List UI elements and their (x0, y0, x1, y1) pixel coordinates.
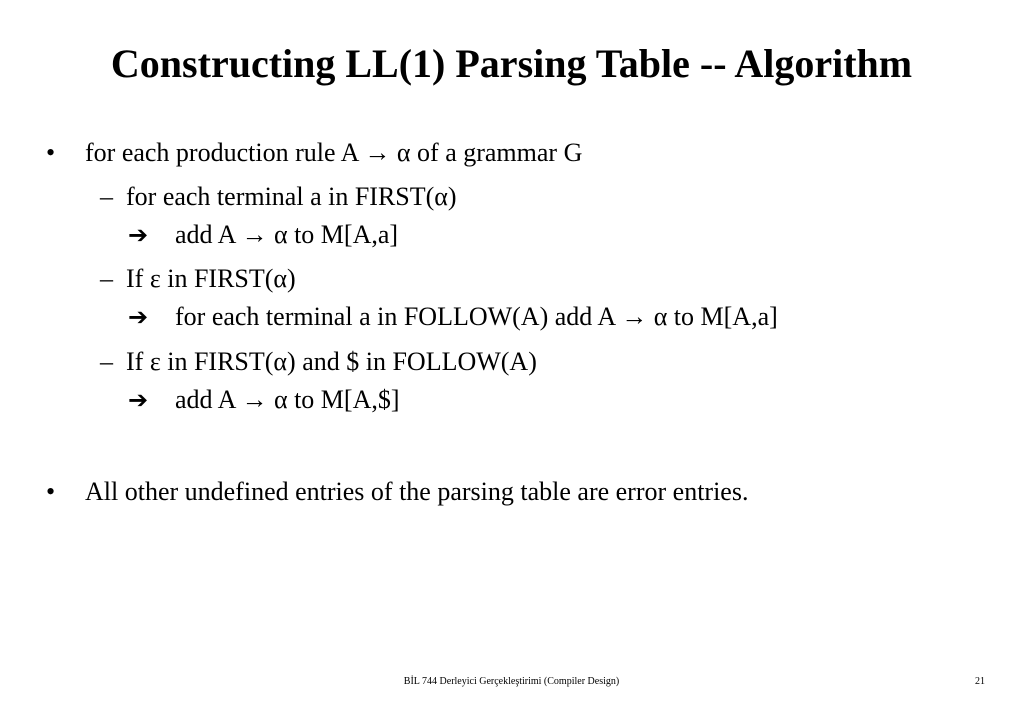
bullet-marker: • (46, 477, 56, 506)
action-add-follow: for each terminal a in FOLLOW(A) add A → α to M[A,a] (175, 302, 778, 331)
implies-arrow-icon: ➔ (128, 221, 149, 249)
bullet-marker: • (46, 138, 56, 167)
dash-marker: – (100, 264, 113, 293)
sub-item-first-terminal: for each terminal a in FIRST(α) (126, 182, 457, 211)
action-add-dollar: add A → α to M[A,$] (175, 385, 400, 414)
dash-marker: – (100, 347, 113, 376)
sub-item-epsilon-first: If ε in FIRST(α) (126, 264, 296, 293)
implies-arrow-icon: ➔ (128, 386, 149, 414)
slide-title: Constructing LL(1) Parsing Table -- Algorithm (110, 41, 913, 86)
page-number: 21 (975, 676, 985, 687)
footer-course-title: BİL 744 Derleyici Gerçekleştirimi (Compiler Design) (403, 676, 620, 687)
dash-marker: – (100, 182, 113, 211)
bullet-production-rule: for each production rule A → α of a grammar G (85, 138, 583, 167)
action-add-first: add A → α to M[A,a] (175, 220, 399, 249)
implies-arrow-icon: ➔ (128, 303, 149, 331)
bullet-error-entries: All other undefined entries of the parsing table are error entries. (85, 477, 749, 506)
sub-item-epsilon-dollar: If ε in FIRST(α) and $ in FOLLOW(A) (126, 347, 537, 376)
